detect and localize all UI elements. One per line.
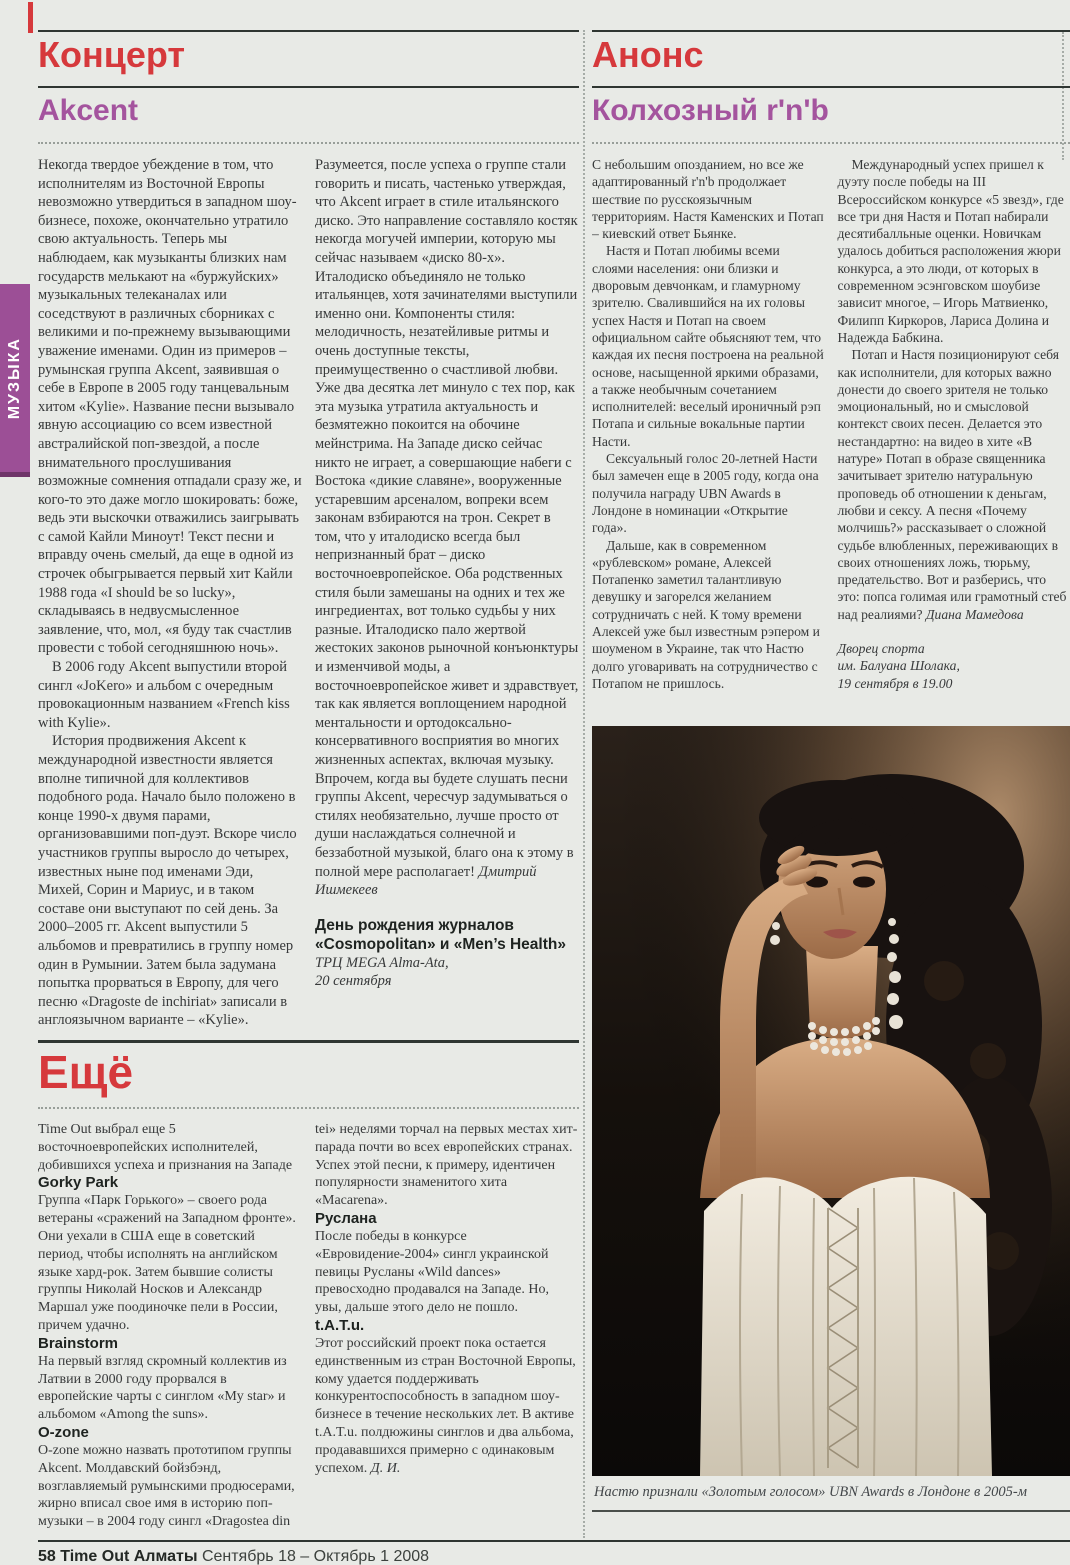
paragraph: Дальше, как в современном «рублевском» романе, Алексей Потапенко заметил талантливую девушку и загорелся желанием сотрудничать с ней. К тому времени Алексей уже был известным рэпером и шоуменом в Украине, так что Настю долго уговаривать на сотрудничество с Потапом не пришлось. (592, 537, 820, 691)
paragraph: 19 сентября в 19.00 (837, 675, 953, 691)
rule (592, 30, 1070, 32)
author-credit: Д. И. (370, 1460, 401, 1476)
entry-name: Brainstorm (38, 1334, 119, 1352)
page-footer (38, 1540, 1070, 1565)
concert-article (38, 30, 579, 1536)
music-section-tab (0, 284, 30, 477)
event-info (315, 916, 579, 991)
announce-body (592, 156, 1070, 726)
more-section-header (38, 1040, 579, 1109)
more-entries (38, 1121, 579, 1536)
paragraph: им. Балуана Шолака, (837, 658, 960, 674)
paragraph: Этот российский проект пока остается единственным из стран Восточной Европы, кому удается поддерживать конкурентоспособность в западном шоу-бизнесе в течение нескольких лет. В активе t.A.T.u. полдюжины синглов и два альбома, продававшихся примерно с одинаковым успехом. Д. И. (315, 1335, 576, 1476)
more-intro: Time Out выбрал еще 5 восточноевропейских исполнителей, добившихся успеха и признания на Западе (38, 1122, 293, 1173)
announce-kicker: Анонс (592, 34, 704, 75)
red-corner-mark (28, 2, 33, 33)
dotted-rule (38, 142, 579, 144)
magazine-name: Time Out Алматы (60, 1548, 198, 1565)
announce-article (592, 30, 1070, 1512)
entry-name: Gorky Park (38, 1174, 119, 1192)
entry-name: O-zone (38, 1423, 89, 1441)
dotted-rule (592, 142, 1070, 144)
author-credit: Диана Мамедова (925, 606, 1024, 622)
paragraph: Дворец спорта (837, 641, 925, 657)
rule (38, 86, 579, 88)
page-number: 58 (38, 1548, 56, 1565)
more-body (38, 1121, 579, 1536)
concert-kicker: Концерт (38, 34, 186, 75)
entry-name: Руслана (315, 1209, 377, 1227)
artist-photo (592, 726, 1070, 1476)
paragraph: Сексуальный голос 20-летней Насти был замечен еще в 2005 году, когда она получила награду UBN Awards в Лондоне в номинации «Открытие года». (592, 451, 819, 536)
rule (38, 1040, 579, 1043)
rule (38, 30, 579, 32)
closing-paragraph: История продвижения Akcent к международной известности является вполне типичной для коллективов подобного рода. Начало было положено в конце 1990-х двумя парами, организовавшими поп-дуэт. Вскоре число участников группы выросло до четырех, известных ныне под именами Эди, Михей, Сорин и Мариус, и в таком составе они выступают по сей день. За 2000–2005 гг. Akcent выпустили 5 альбомов и превратились в группу номер один в Румынии. Затем была задумана попытка прорваться в Европу, для чего песню «Dragoste de inchiriat» записали в англоязычном варианте – «Kylie». Разумеется, после успеха о группе стали говорить и писать, частенько утверждая, что Akcent играет в стиле итальянского диско. Это направление составляло костяк некогда могучей империи, которую мы сейчас называем «диско 80-х». Италодиско объединяло не только итальянцев, хотя зачинателями выступили именно они. Компоненты стиля: мелодичность, незатейливые ритмы и очень доступные тексты, преимущественно о счастливой любви. Уже два десятка лет минуло с тех пор, как эта музыка утратила актуальность и безмятежно покоится на обочине мейнстрима. На Западе диско сейчас никто не играет, а совершающие набеги с Востока «дикие славяне», вооруженные устаревшим арсеналом, вопреки всем законам взбираются на трон. Секрет в том, что у италодиско всегда был непризнанный брат – диско восточноевропейское. Оба родственных стиля были замешаны на одних и тех же ингредиентах, вот только судьбы у них разные. Италодиско пало жертвой жестоких законов рыночной конъюнктуры и изменчивой моды, а восточноевропейское живет и здравствует, так как является воплощением народной ментальности и ортодоксально-консервативного восприятия во многих жизненных аспектах, включая музыку. Впрочем, когда вы будете слушать песни группы Akcent, чересчур задумываться о стилях необязательно, лучше просто от души наслаждаться солнечной и беззаботной музыкой, благо она к этому в полной мере располагает! Дмитрий Ишмекеев (38, 157, 579, 1029)
paragraph: ТРЦ MEGA Alma-Ata, (315, 954, 449, 971)
concert-paragraphs (38, 156, 302, 732)
issue-dates: Сентябрь 18 – Октябрь 1 2008 (201, 1548, 430, 1565)
paragraph: На первый взгляд скромный коллектив из Латвии в 2000 году прорвался в европейские чарты с синглом «My star» и альбомом «Among the suns». (38, 1353, 287, 1423)
photo-caption: Настю признали «Золотым голосом» UBN Awards в Лондоне в 2005-м (592, 1476, 1070, 1512)
entry-name: t.A.T.u. (315, 1316, 365, 1334)
paragraph: В 2006 году Akcent выпустили второй сингл «JoKero» и альбом с очередным провокационным названием «French kiss with Kylie». (38, 659, 290, 731)
paragraph: Настя и Потап любимы всеми слоями населения: они близки и дворовым девчонкам, и гламурному зрителю. Свалившийся на их головы успех Настя и Потап на своем официальном сайте обьясняют тем, что каждая их песня построена на реальной основе, насыщенной яркими образами, а также необычным сочетанием исполнителей: веселый ироничный рэп Потапа и сильные вокальные партии Насти. (592, 243, 824, 449)
announce-title: Колхозный r'n'b (592, 94, 829, 127)
author-credit: Дмитрий Ишмекеев (315, 863, 537, 899)
venue-info (838, 640, 1070, 692)
concert-title: Akcent (38, 94, 139, 127)
column-divider (583, 30, 585, 1538)
paragraph: Группа «Парк Горького» – своего рода ветераны «сражений на Западном фронте». Они уехали в США еще в советский период, чтобы исполнять на английском языке хард-рок. Затем бывшие солисты группы Николай Носков и Александр Маршал уже поодиночке пели в России, причем удачно. (38, 1193, 296, 1333)
paragraph: С небольшим опозданием, но все же адаптированный r'n'b продолжает шествие по русскоязычным территориям. Настя Каменских и Потап – киевский ответ Бьянке. (592, 157, 824, 242)
more-heading: Ещё (38, 1046, 134, 1098)
paragraph: 20 сентября (315, 973, 392, 990)
dotted-rule (38, 1107, 579, 1109)
event-venue (315, 954, 579, 991)
artist-photo-illustration (592, 726, 1070, 1476)
rule (592, 86, 1070, 88)
paragraph: O-zone можно назвать прототипом группы Akcent. Молдавский бойзбэнд, возглавляемый румынскими продюсерами, жирно вписал свое имя в историю поп-музыки – в 2004 году сингл «Dragostea din tei» неделями торчал на первых местах хит-парада почти во всех европейских странах. Успех этой песни, к примеру, идентичен популярности знаменитого хита «Macarena». (38, 1122, 578, 1530)
event-title: День рождения журналов «Cosmopolitan» и «Men’s Health» (315, 916, 566, 953)
paragraph: После победы в конкурсе «Евровидение-2004» сингл украинской певицы Русланы «Wild dances» превосходно продавался на Западе. Но, увы, дальше этого дело не пошло. (315, 1228, 550, 1316)
section-tab-label: МУЗЫКА (6, 336, 23, 420)
paragraph: Некогда твердое убеждение в том, что исполнителям из Восточной Европы невозможно утвердиться в западном шоу-бизнесе, похоже, окончательно утратило свою актуальность. Теперь мы наблюдаем, как музыканты близких нам государств мелькают на «буржуйских» музыкальных телеканалах или соседствуют в различных сборниках с великими и по-прежнему вызывающими уважение именами. Один из примеров – румынская группа Akcent, заявившая о себе в Европе в 2005 году танцевальным хитом «Kylie». Название песни вызывало явную ассоциацию со всем известной австралийской поп-звездой, а после внимательного прослушивания возможные сомнения отпадали сразу же, и кого-то это даже могло шокировать: боже, ведь эти выскочки отважились заигрывать с самой Кайли Миноут! Текст песни и вправду очень смелый, да еще в одной из строчек обыгрывается первый хит Кайли 1988 года «I should be so lucky», складываясь в недвусмысленное заявление, что, мол, «я буду так счастлив провести с тобой сегодняшнюю ночь». (38, 157, 302, 657)
paragraph: Международный успех пришел к дуэту после победы на III Всероссийском конкурсе «5 звезд», где все три дня Настя и Потап набирали десятибалльные оценки. Новичкам удалось добиться расположения жюри конкурса, а это люди, от которых в современном эсэнговском шоубизе зависит многое, – Игорь Матвиенко, Филипп Киркоров, Лариса Долина и Надежда Бабкина. (837, 157, 1064, 345)
concert-body (38, 156, 579, 1032)
closing-paragraph: Потап и Настя позиционируют себя как исполнители, для которых важно донести до своего зрителя не только эмоциональный, но и смысловой контекст своих песен. Делается это нестандартно: на видео в хите «В натуре» Потап в образе священника зачитывает зрителю натуральную проповедь об отношении к деньгам, любви и сексу. А песня «Почему молчишь?» рассказывает о сложной судьбе влюбленных, переживающих в своих отношениях ложь, тюрьму, предательство. Вот и разберись, что это: попса голимая или грамотный стеб над реалиями? Диана Мамедова (837, 347, 1067, 622)
